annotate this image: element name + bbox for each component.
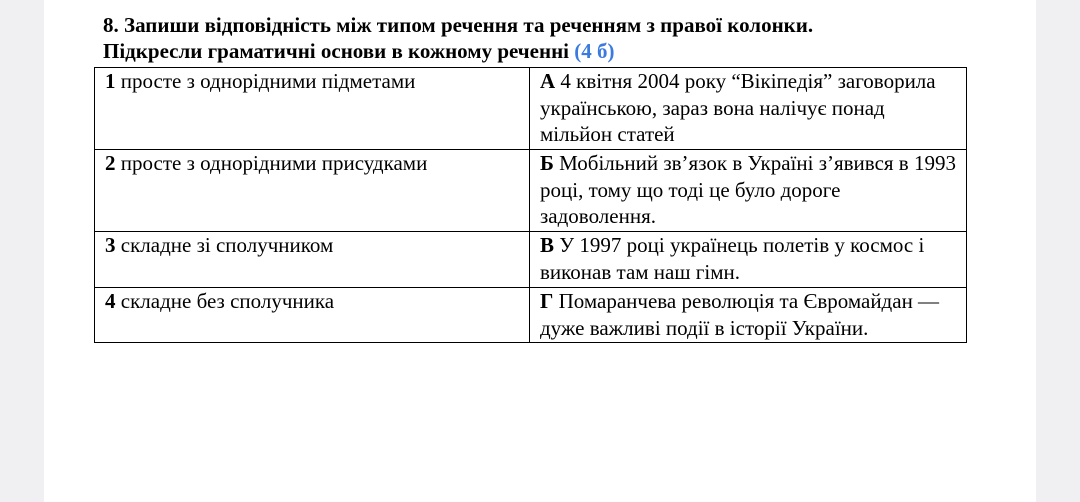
task-header [103,12,983,64]
sentence-type-cell [95,232,530,288]
sentence-type: складне без сполучника [120,289,335,313]
table-row [95,68,967,150]
sentence-type: складне зі сполучником [120,233,334,257]
type-number: 4 [105,289,116,313]
type-number: 1 [105,69,116,93]
sentence-type-cell [95,68,530,150]
sentence-type: просте з однорідними присудками [120,151,428,175]
task-title: 8. Запиши відповідність між типом речення та реченням з правої колонки. [103,13,814,37]
table-row [95,150,967,232]
example-sentence: 4 квітня 2004 року “Вікіпедія” заговорила українською, зараз вона налічує понад мільйон статей [540,69,936,146]
table-row [95,288,967,343]
example-sentence: Мобільний зв’язок в Україні з’явився в 1993 році, тому що тоді це було дороге задоволення. [540,151,956,228]
sentence-letter: Г [540,289,554,313]
example-sentence-cell [530,68,967,150]
document-page [44,0,1036,502]
example-sentence-cell [530,150,967,232]
example-sentence: Помаранчева революція та Євромайдан — дуже важливі події в історії України. [540,289,940,340]
sentence-letter: А [540,69,556,93]
matching-table [94,67,967,343]
sentence-letter: Б [540,151,554,175]
type-number: 2 [105,151,116,175]
sentence-type-cell [95,150,530,232]
example-sentence: У 1997 році українець полетів у космос і виконав там наш гімн. [540,233,925,284]
sentence-letter: В [540,233,555,257]
example-sentence-cell [530,232,967,288]
type-number: 3 [105,233,116,257]
task-instruction [103,38,983,64]
task-points: (4 б) [574,39,615,63]
table-row [95,232,967,288]
task-instruction-text: Підкресли граматичні основи в кожному реченні [103,39,570,63]
sentence-type: просте з однорідними підметами [120,69,416,93]
example-sentence-cell [530,288,967,343]
sentence-type-cell [95,288,530,343]
